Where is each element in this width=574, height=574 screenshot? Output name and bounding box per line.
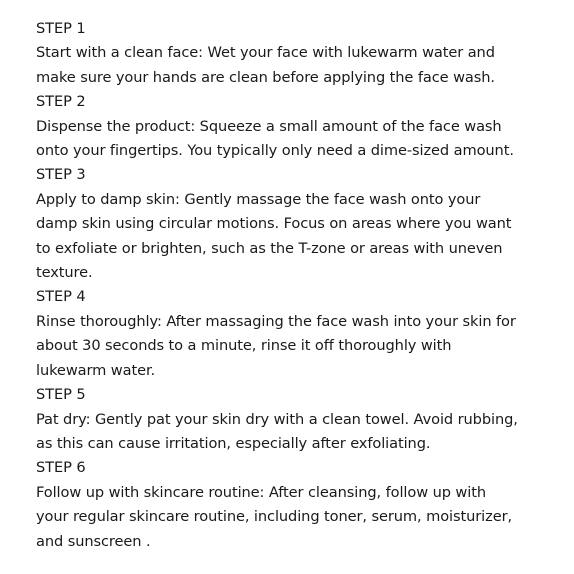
text-line: Rinse thoroughly: After massaging the face wash into your skin for (36, 312, 516, 330)
text-line: Start with a clean face: Wet your face with lukewarm water and (36, 44, 495, 62)
text-line: and sunscreen . (36, 532, 151, 550)
step-description (36, 408, 556, 457)
text-line: your regular skincare routine, including toner, serum, moisturizer, (36, 508, 513, 526)
text-line: Pat dry: Gently pat your skin dry with a clean towel. Avoid rubbing, (36, 410, 518, 428)
step-heading: STEP 4 (36, 288, 86, 306)
step-heading: STEP 3 (36, 166, 86, 184)
step-heading: STEP 2 (36, 93, 86, 111)
step-description (36, 41, 556, 90)
text-line: about 30 seconds to a minute, rinse it off thoroughly with (36, 337, 452, 355)
text-line: onto your fingertips. You typically only need a dime-sized amount. (36, 142, 514, 160)
step-5 (36, 383, 556, 456)
text-line: Follow up with skincare routine: After cleansing, follow up with (36, 483, 486, 501)
step-4 (36, 285, 556, 383)
step-heading: STEP 1 (36, 20, 86, 37)
step-description (36, 188, 556, 286)
text-line: to exfoliate or brighten, such as the T-zone or areas with uneven (36, 239, 503, 257)
instructions-document (36, 17, 556, 554)
text-line: lukewarm water. (36, 361, 156, 379)
step-description (36, 481, 556, 554)
text-line: texture. (36, 264, 93, 282)
step-description (36, 115, 556, 164)
step-heading: STEP 5 (36, 386, 86, 404)
text-line: as this can cause irritation, especially after exfoliating. (36, 434, 431, 452)
step-3 (36, 163, 556, 285)
text-line: damp skin using circular motions. Focus on areas where you want (36, 215, 512, 233)
step-heading: STEP 6 (36, 459, 86, 477)
step-1 (36, 17, 556, 90)
step-2 (36, 90, 556, 163)
text-line: Dispense the product: Squeeze a small amount of the face wash (36, 117, 502, 135)
step-6 (36, 456, 556, 554)
text-line: Apply to damp skin: Gently massage the face wash onto your (36, 190, 481, 208)
text-line: make sure your hands are clean before applying the face wash. (36, 68, 495, 86)
step-description (36, 310, 556, 383)
